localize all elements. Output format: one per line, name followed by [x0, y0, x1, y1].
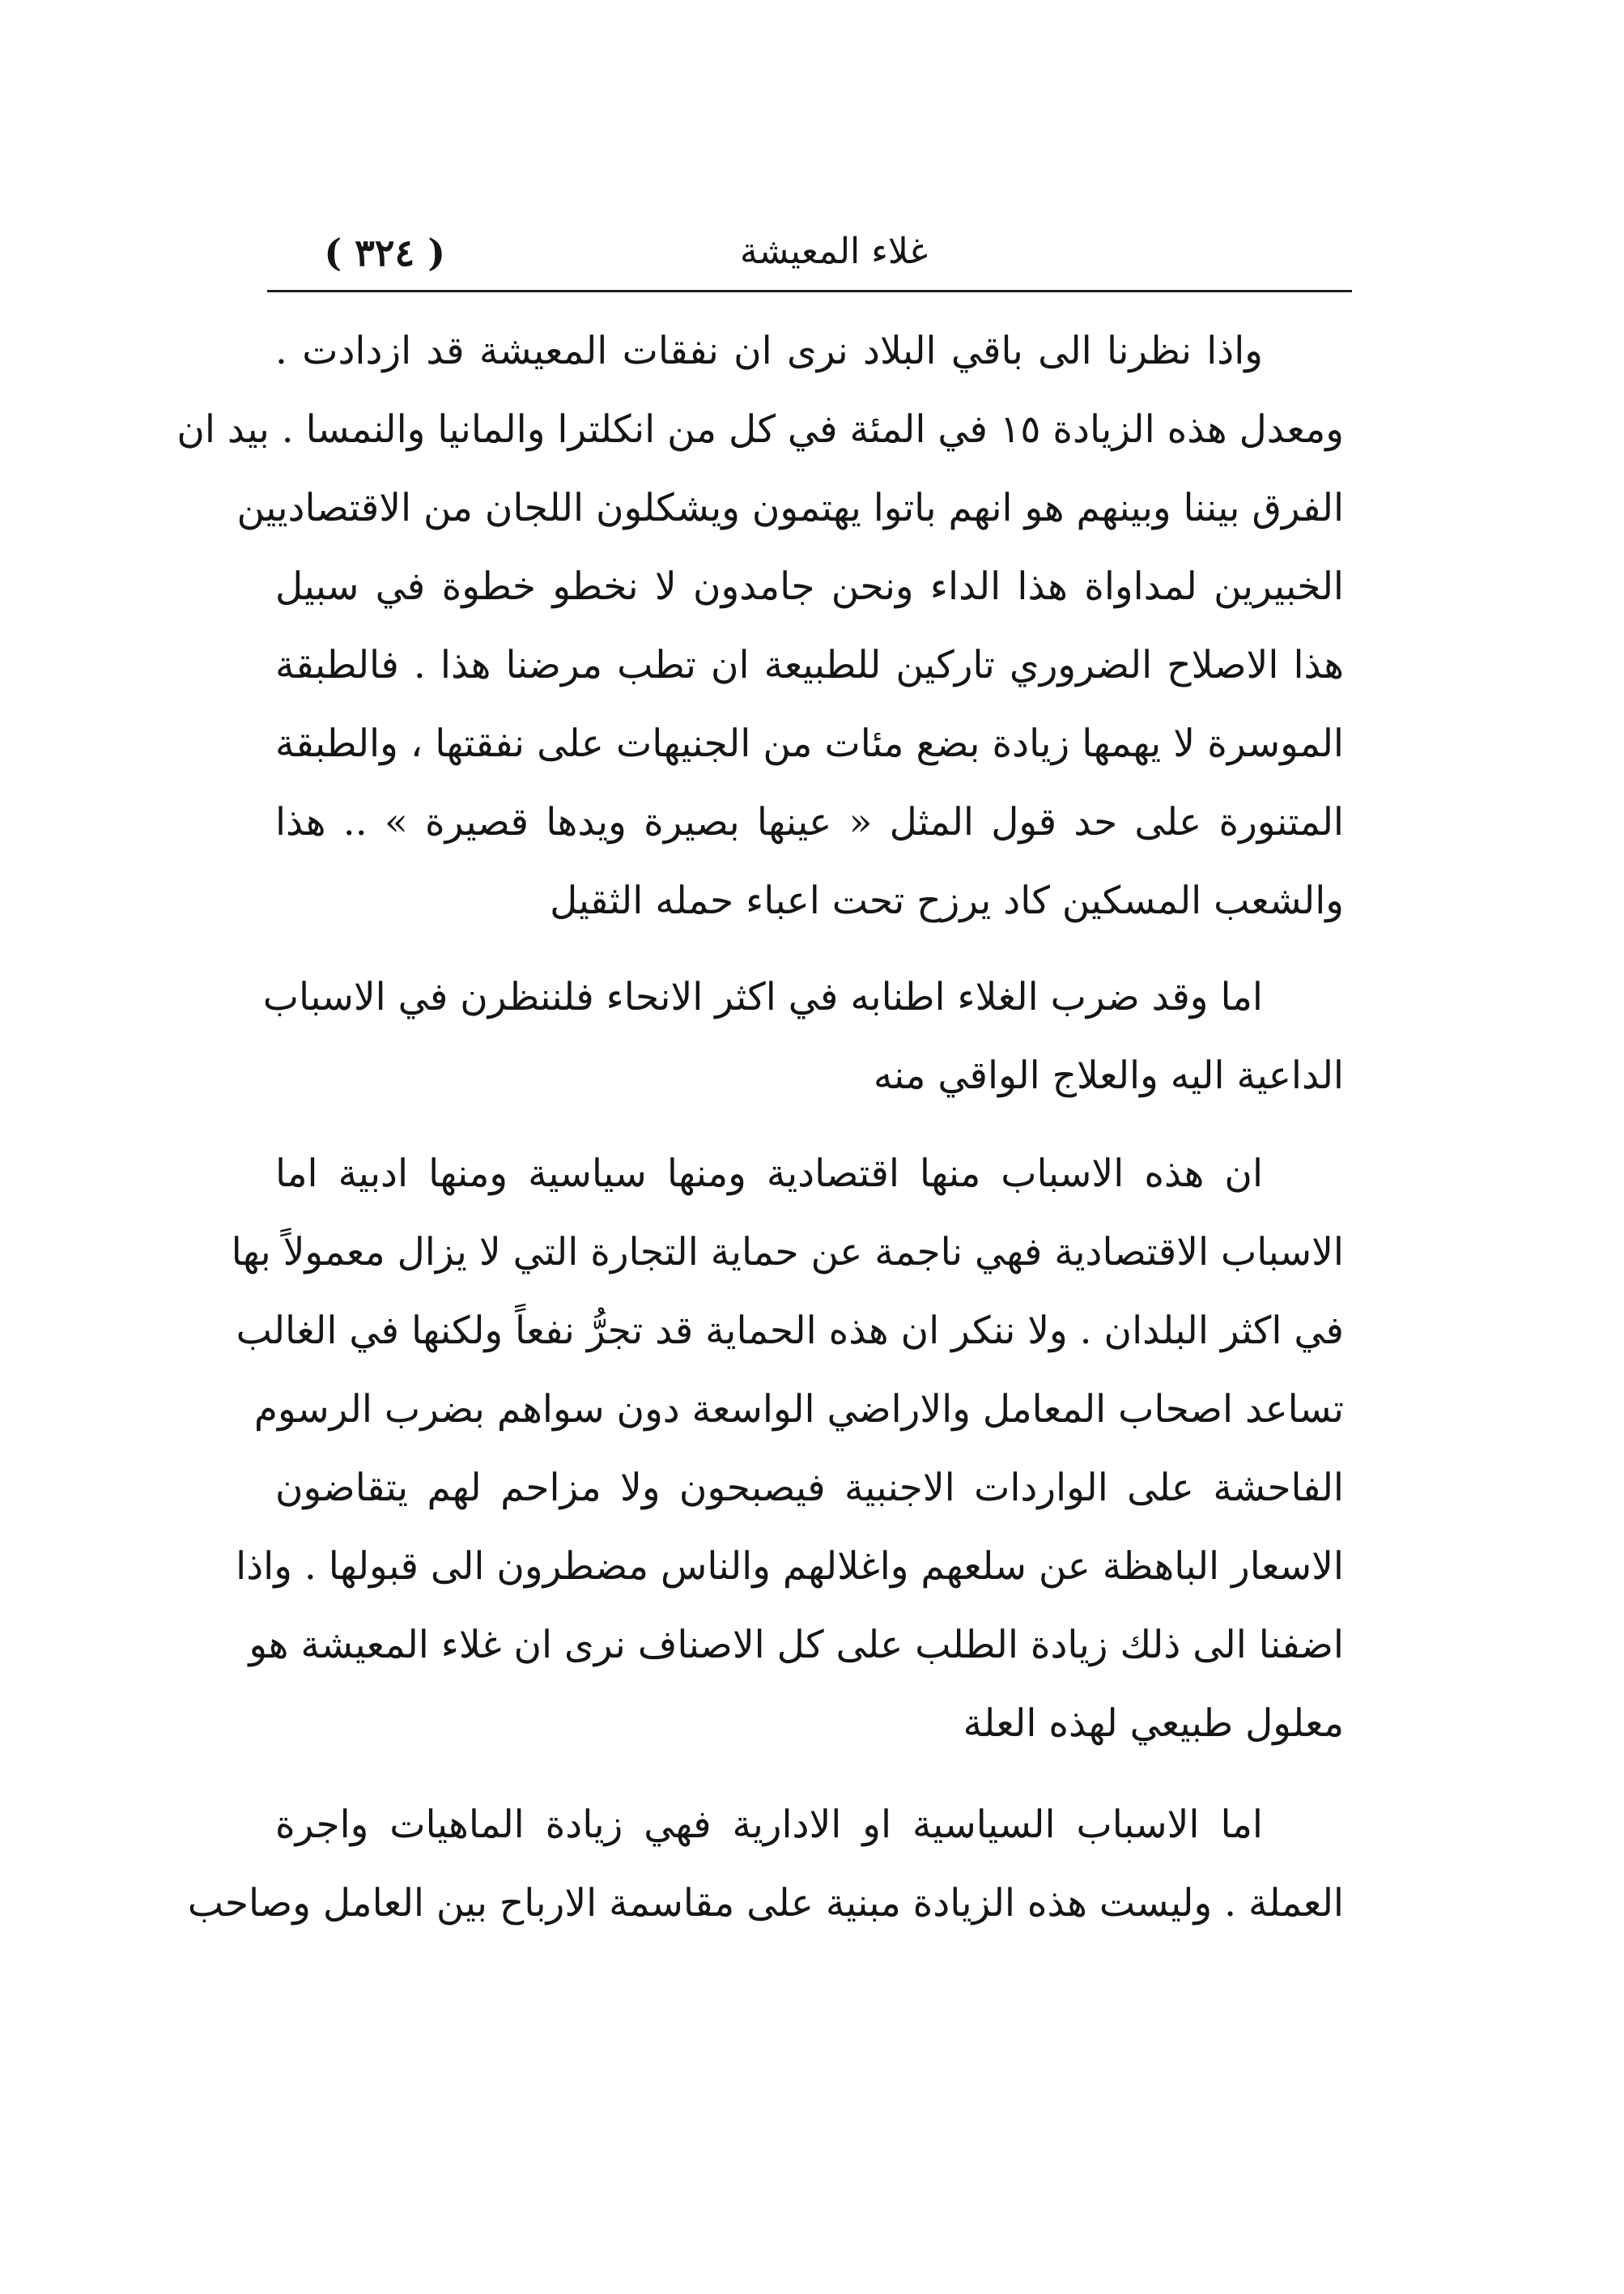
text-line: ومعدل هذه الزيادة ١٥ في المئة في كل من انكلترا والمانيا والنمسا . بيد ان — [176, 407, 1344, 452]
running-title: غلاء المعيشة — [739, 231, 929, 272]
text-line: اما وقد ضرب الغلاء اطنابه في اكثر الانحاء فلننظرن في الاسباب — [262, 975, 1263, 1019]
text-line: اما الاسباب السياسية او الادارية فهي زيادة الماهيات واجرة — [275, 1802, 1263, 1847]
body-text — [176, 312, 1344, 1943]
paragraph-3 — [231, 1134, 1344, 1763]
text-line: المتنورة على حد قول المثل « عينها بصيرة ويدها قصيرة » .. هذا — [275, 800, 1344, 845]
page-header — [267, 206, 1352, 287]
text-line: الموسرة لا يهمها زيادة بضع مئات من الجنيهات على نفقتها ، والطبقة — [275, 721, 1344, 766]
paragraph-4 — [187, 1785, 1344, 1943]
paragraph-2 — [262, 958, 1344, 1115]
header-rule — [267, 290, 1352, 292]
text-line: في اكثر البلدان . ولا ننكر ان هذه الحماية قد تجرُّ نفعاً ولكنها في الغالب — [236, 1309, 1344, 1353]
text-line: الاسباب الاقتصادية فهي ناجمة عن حماية التجارة التي لا يزال معمولاً بها — [231, 1230, 1344, 1275]
text-line: العملة . وليست هذه الزيادة مبنية على مقاسمة الارباح بين العامل وصاحب — [187, 1881, 1344, 1926]
text-line: هذا الاصلاح الضروري تاركين للطبيعة ان تطب مرضنا هذا . فالطبقة — [275, 643, 1344, 687]
text-line: الفاحشة على الواردات الاجنبية فيصبحون ولا مزاحم لهم يتقاضون — [275, 1466, 1344, 1510]
page-number: ( ٣٢٤ ) — [324, 231, 445, 275]
paragraph-1 — [176, 312, 1344, 940]
text-line: الفرق بيننا وبينهم هو انهم باتوا يهتمون ويشكلون اللجان من الاقتصاديين — [236, 486, 1344, 530]
text-line: الاسعار الباهظة عن سلعهم واغلالهم والناس مضطرون الى قبولها . واذا — [236, 1544, 1344, 1589]
text-line: معلول طبيعي لهذه العلة — [963, 1701, 1344, 1746]
text-line: تساعد اصحاب المعامل والاراضي الواسعة دون سواهم بضرب الرسوم — [253, 1387, 1344, 1432]
text-line: واذا نظرنا الى باقي البلاد نرى ان نفقات المعيشة قد ازدادت . — [275, 329, 1263, 373]
text-line: والشعب المسكين كاد يرزح تحت اعباء حمله الثقيل — [550, 879, 1344, 923]
text-line: ان هذه الاسباب منها اقتصادية ومنها سياسية ومنها ادبية اما — [275, 1151, 1263, 1196]
text-line: الداعية اليه والعلاج الواقي منه — [873, 1053, 1344, 1098]
text-line: اضفنا الى ذلك زيادة الطلب على كل الاصناف نرى ان غلاء المعيشة هو — [249, 1623, 1344, 1667]
text-line: الخبيرين لمداواة هذا الداء ونحن جامدون لا نخطو خطوة في سبيل — [275, 564, 1344, 609]
